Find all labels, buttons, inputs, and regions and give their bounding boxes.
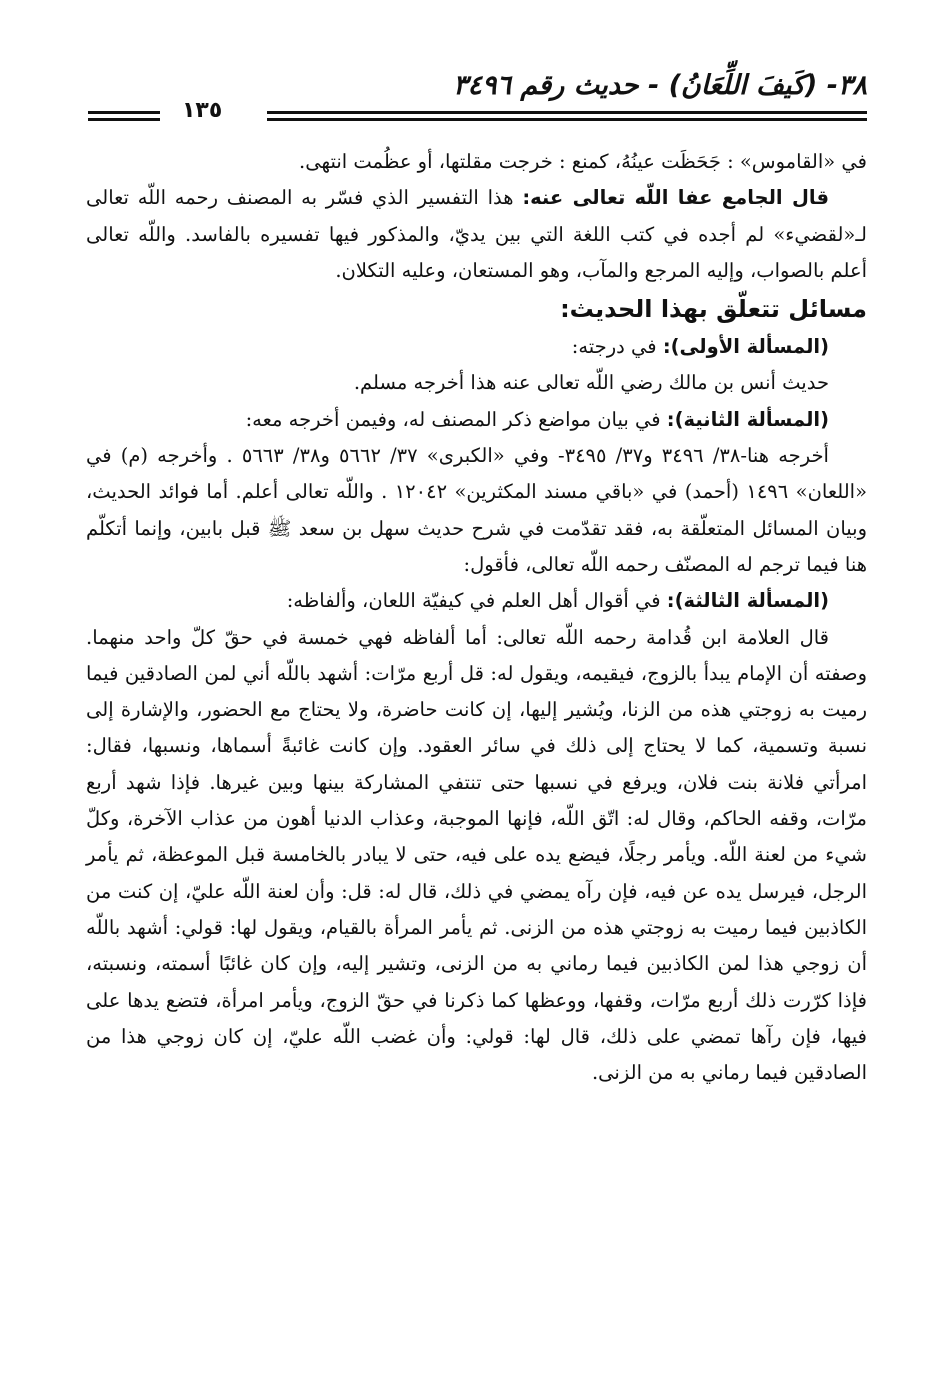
issue-3-topic: في أقوال أهل العلم في كيفيّة اللعان، وألفاظه: bbox=[286, 589, 667, 613]
issue-2-heading bbox=[86, 402, 867, 438]
issue-1-body: حديث أنس بن مالك رضي اللّه تعالى عنه هذا أخرجه مسلم. bbox=[353, 371, 829, 395]
running-header bbox=[88, 70, 867, 130]
header-rule-right bbox=[267, 111, 867, 121]
section-title: مسائل تتعلّق بهذا الحديث: bbox=[560, 295, 867, 324]
chapter-title: ٣٨- (كَيفَ اللِّعَانُ) - حديث رقم ٣٤٩٦ bbox=[452, 70, 867, 101]
issue-2-topic: في بيان مواضع ذكر المصنف له، وفيمن أخرجه معه: bbox=[245, 407, 667, 431]
page-body bbox=[86, 144, 867, 1091]
issue-3-body: قال العلامة ابن قُدامة رحمه اللّه تعالى: أما ألفاظه فهي خمسة في حقّ كلّ واحد منهما. وصفته أن الإمام يبدأ بالزوج، فيقيمه، ويقول له: قل أربع مرّات: أشهد باللّه أني لمن الصادقين فيما رميت به زوجتي هذه من الزنا، ويُشير إليها، إن كانت حاضرة، ولا يحتاج مع الحضور، والإشارة إلى نسبة وتسمية، كما لا يحتاج إلى ذلك في سائر العقود. وإن كانت غائبةً أسماها، ونسبها، فقال: امرأتي فلانة بنت فلان، ويرفع في نسبها حتى تنتفي المشاركة بينها وبين غيرها. فإذا شهد أربع مرّات، وقفه الحاكم، وقال له: اتّق اللّه، فإنها الموجبة، وعذاب الدنيا أهون من عذاب الآخرة، وكلّ شيء من لعنة اللّه. ويأمر رجلًا، فيضع يده على فيه، حتى لا يبادر بالخامسة قبل الموعظة، ثم يأمر الرجل، فيرسل يده عن فيه، فإن رآه يمضي في ذلك، قال له: قل: وأن لعنة اللّه عليّ، إن كنت من الكاذبين فيما رميت به زوجتي هذه من الزنى. ثم يأمر المرأة بالقيام، ويقول لها: قولي: أشهد باللّه أن زوجي هذا لمن الكاذبين فيما رماني به من الزنى، وتشير إليه، وإن كان غائبًا أسمته، ونسبته، فإذا كرّرت ذلك أربع مرّات، وقفها، ووعظها كما ذكرنا في حقّ الزوج، ويأمر امرأة، فتضع يدها على فيها، فإن رآها تمضي على ذلك، قال لها: قولي: وأن غضب اللّه عليّ، إن كان زوجي هذا من الصادقين فيما رماني به من الزنى. bbox=[86, 625, 867, 1085]
issue-3-heading bbox=[86, 583, 867, 619]
issue-2-label: (المسألة الثانية): bbox=[666, 407, 829, 431]
compiler-note-lead: قال الجامع عفا اللّه تعالى عنه: bbox=[522, 186, 829, 210]
issue-1-heading bbox=[86, 329, 867, 365]
header-rule-left bbox=[88, 111, 160, 121]
issue-2-body: أخرجه هنا-٣٨/ ٣٤٩٦ و٣٧/ ٣٤٩٥- وفي «الكبرى» ٣٧/ ٥٦٦٢ و٣٨/ ٥٦٦٣ . وأخرجه (م) في «اللعان» ١٤٩٦ (أحمد) في «باقي مسند المكثرين» ١٢٠٤٢ . واللّه تعالى أعلم. أما فوائد الحديث، وبيان المسائل المتعلّقة به، فقد تقدّمت في شرح حديث سهل بن سعد ﷺ قبل بابين، وإنما أتكلّم هنا فيما ترجم له المصنّف رحمه اللّه تعالى، فأقول: bbox=[86, 444, 868, 576]
paragraph-dictionary: في «القاموس» : جَحَظَت عينُهُ، كمنع : خرجت مقلتها، أو عظُمت انتهى. bbox=[299, 150, 867, 173]
page-number: ١٣٥ bbox=[182, 98, 223, 123]
issue-3-label: (المسألة الثالثة): bbox=[666, 589, 829, 613]
issue-1-topic: في درجته: bbox=[571, 335, 663, 359]
paragraph-compiler-note bbox=[86, 180, 867, 289]
compiler-note-text: هذا التفسير الذي فسّر به المصنف رحمه اللّه تعالى لـ«لقضيء» لم أجده في كتب اللغة التي بين يديّ، والمذكور فيها تفسيره بالفاسد. واللّه تعالى أعلم بالصواب، وإليه المرجع والمآب، وهو المستعان، وعليه التكلان. bbox=[86, 186, 867, 282]
issue-1-label: (المسألة الأولى): bbox=[662, 335, 829, 359]
